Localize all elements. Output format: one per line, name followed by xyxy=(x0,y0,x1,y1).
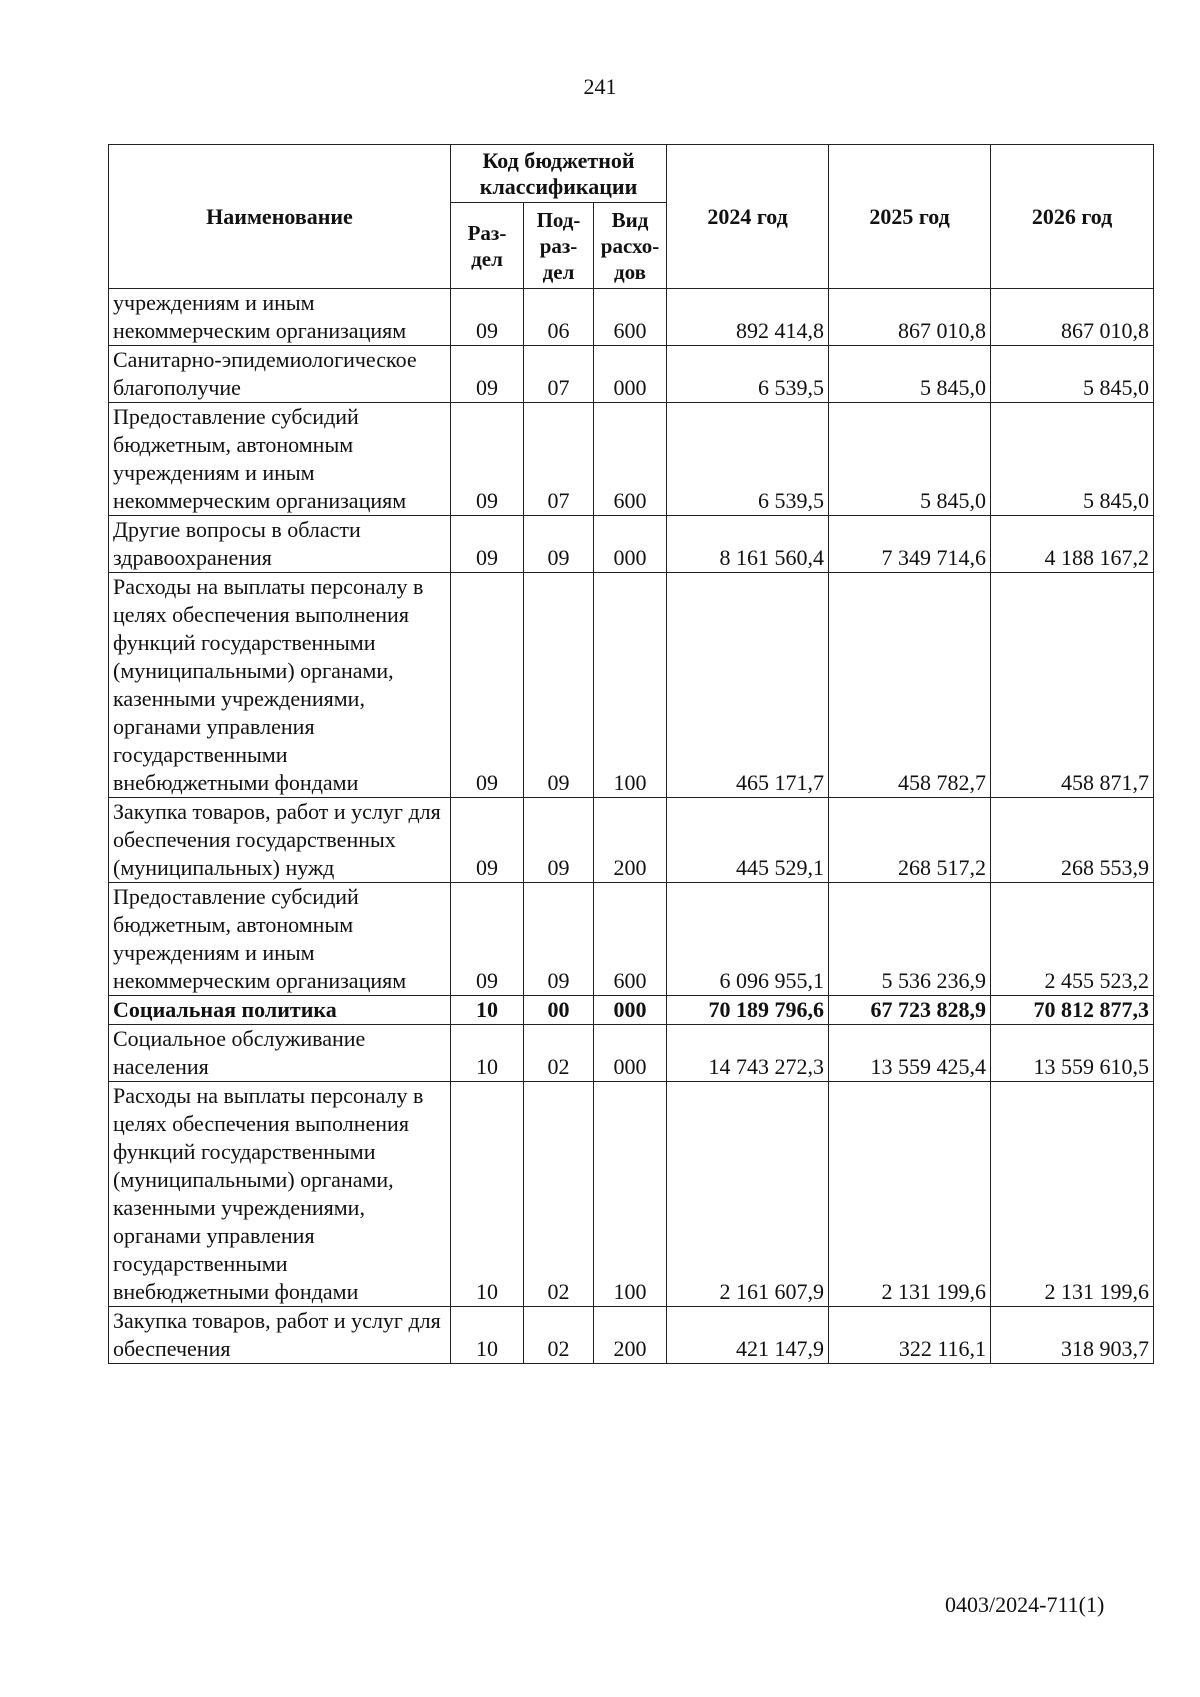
row-name: Закупка товаров, работ и услуг для обеспечения xyxy=(109,1307,451,1364)
row-vid: 000 xyxy=(594,516,667,573)
row-vid: 100 xyxy=(594,1082,667,1307)
header-year-2025: 2025 год xyxy=(829,145,991,289)
table-row xyxy=(109,798,1154,883)
table-row xyxy=(109,403,1154,516)
row-podrazdel: 09 xyxy=(524,883,594,996)
table-row xyxy=(109,516,1154,573)
table-row xyxy=(109,573,1154,798)
row-razdel: 10 xyxy=(451,996,524,1025)
row-vid: 600 xyxy=(594,289,667,346)
table-row xyxy=(109,883,1154,996)
row-vid: 200 xyxy=(594,1307,667,1364)
row-podrazdel: 09 xyxy=(524,573,594,798)
header-code-group: Код бюджетной классификации xyxy=(451,145,667,203)
row-name: Расходы на выплаты персоналу в целях обеспечения выполнения функций государственными (муниципальными) органами, казенными учреждениями, органами управления государственными внебюджетными фондами xyxy=(109,573,451,798)
row-podrazdel: 06 xyxy=(524,289,594,346)
row-2024: 70 189 796,6 xyxy=(667,996,829,1025)
row-razdel: 10 xyxy=(451,1307,524,1364)
row-vid: 200 xyxy=(594,798,667,883)
row-2024: 892 414,8 xyxy=(667,289,829,346)
row-vid: 600 xyxy=(594,883,667,996)
row-razdel: 10 xyxy=(451,1082,524,1307)
header-razdel: Раз-дел xyxy=(451,203,524,289)
row-2026: 318 903,7 xyxy=(991,1307,1154,1364)
row-podrazdel: 09 xyxy=(524,798,594,883)
header-year-2024: 2024 год xyxy=(667,145,829,289)
row-2026: 2 131 199,6 xyxy=(991,1082,1154,1307)
row-name: Санитарно-эпидемиологическое благополучие xyxy=(109,346,451,403)
row-name: Социальная политика xyxy=(109,996,451,1025)
table-row-section xyxy=(109,996,1154,1025)
row-2025: 5 845,0 xyxy=(829,403,991,516)
row-razdel: 09 xyxy=(451,573,524,798)
row-vid: 000 xyxy=(594,1025,667,1082)
row-2025: 867 010,8 xyxy=(829,289,991,346)
row-2024: 2 161 607,9 xyxy=(667,1082,829,1307)
header-podrazdel: Под-раз-дел xyxy=(524,203,594,289)
row-razdel: 09 xyxy=(451,289,524,346)
row-2026: 70 812 877,3 xyxy=(991,996,1154,1025)
header-year-2026: 2026 год xyxy=(991,145,1154,289)
row-2025: 5 536 236,9 xyxy=(829,883,991,996)
row-razdel: 09 xyxy=(451,403,524,516)
row-2024: 6 539,5 xyxy=(667,346,829,403)
header-name: Наименование xyxy=(109,145,451,289)
row-2025: 67 723 828,9 xyxy=(829,996,991,1025)
row-2026: 268 553,9 xyxy=(991,798,1154,883)
row-podrazdel: 02 xyxy=(524,1307,594,1364)
table-row xyxy=(109,1082,1154,1307)
table-row xyxy=(109,1025,1154,1082)
row-name: Расходы на выплаты персоналу в целях обеспечения выполнения функций государственными (муниципальными) органами, казенными учреждениями, органами управления государственными внебюджетными фондами xyxy=(109,1082,451,1307)
table-row xyxy=(109,289,1154,346)
row-vid: 600 xyxy=(594,403,667,516)
row-razdel: 09 xyxy=(451,346,524,403)
table-header xyxy=(109,145,1154,289)
row-2026: 867 010,8 xyxy=(991,289,1154,346)
budget-table xyxy=(108,144,1154,1364)
row-vid: 100 xyxy=(594,573,667,798)
document-code: 0403/2024-711(1) xyxy=(945,1592,1105,1617)
row-2025: 2 131 199,6 xyxy=(829,1082,991,1307)
row-razdel: 09 xyxy=(451,883,524,996)
row-2024: 6 539,5 xyxy=(667,403,829,516)
row-2026: 5 845,0 xyxy=(991,346,1154,403)
row-name: Закупка товаров, работ и услуг для обеспечения государственных (муниципальных) нужд xyxy=(109,798,451,883)
row-name: Предоставление субсидий бюджетным, автономным учреждениям и иным некоммерческим организациям xyxy=(109,403,451,516)
row-podrazdel: 07 xyxy=(524,403,594,516)
row-2024: 8 161 560,4 xyxy=(667,516,829,573)
row-2025: 5 845,0 xyxy=(829,346,991,403)
row-razdel: 09 xyxy=(451,516,524,573)
row-2024: 6 096 955,1 xyxy=(667,883,829,996)
row-2025: 322 116,1 xyxy=(829,1307,991,1364)
row-2026: 2 455 523,2 xyxy=(991,883,1154,996)
row-podrazdel: 07 xyxy=(524,346,594,403)
row-name: учреждениям и иным некоммерческим организациям xyxy=(109,289,451,346)
row-podrazdel: 02 xyxy=(524,1082,594,1307)
table-row xyxy=(109,346,1154,403)
row-2024: 421 147,9 xyxy=(667,1307,829,1364)
row-name: Предоставление субсидий бюджетным, автономным учреждениям и иным некоммерческим организациям xyxy=(109,883,451,996)
row-2024: 14 743 272,3 xyxy=(667,1025,829,1082)
row-2024: 445 529,1 xyxy=(667,798,829,883)
row-name: Социальное обслуживание населения xyxy=(109,1025,451,1082)
table-body xyxy=(109,289,1154,1364)
page-number: 241 xyxy=(583,74,617,99)
row-2026: 13 559 610,5 xyxy=(991,1025,1154,1082)
row-2026: 4 188 167,2 xyxy=(991,516,1154,573)
row-razdel: 10 xyxy=(451,1025,524,1082)
table-row xyxy=(109,1307,1154,1364)
row-2025: 13 559 425,4 xyxy=(829,1025,991,1082)
row-2025: 458 782,7 xyxy=(829,573,991,798)
row-vid: 000 xyxy=(594,996,667,1025)
row-podrazdel: 09 xyxy=(524,516,594,573)
row-2026: 5 845,0 xyxy=(991,403,1154,516)
row-2025: 268 517,2 xyxy=(829,798,991,883)
row-vid: 000 xyxy=(594,346,667,403)
row-2026: 458 871,7 xyxy=(991,573,1154,798)
row-2024: 465 171,7 xyxy=(667,573,829,798)
row-podrazdel: 02 xyxy=(524,1025,594,1082)
row-name: Другие вопросы в области здравоохранения xyxy=(109,516,451,573)
header-vid: Вид расхо-дов xyxy=(594,203,667,289)
row-podrazdel: 00 xyxy=(524,996,594,1025)
row-2025: 7 349 714,6 xyxy=(829,516,991,573)
row-razdel: 09 xyxy=(451,798,524,883)
